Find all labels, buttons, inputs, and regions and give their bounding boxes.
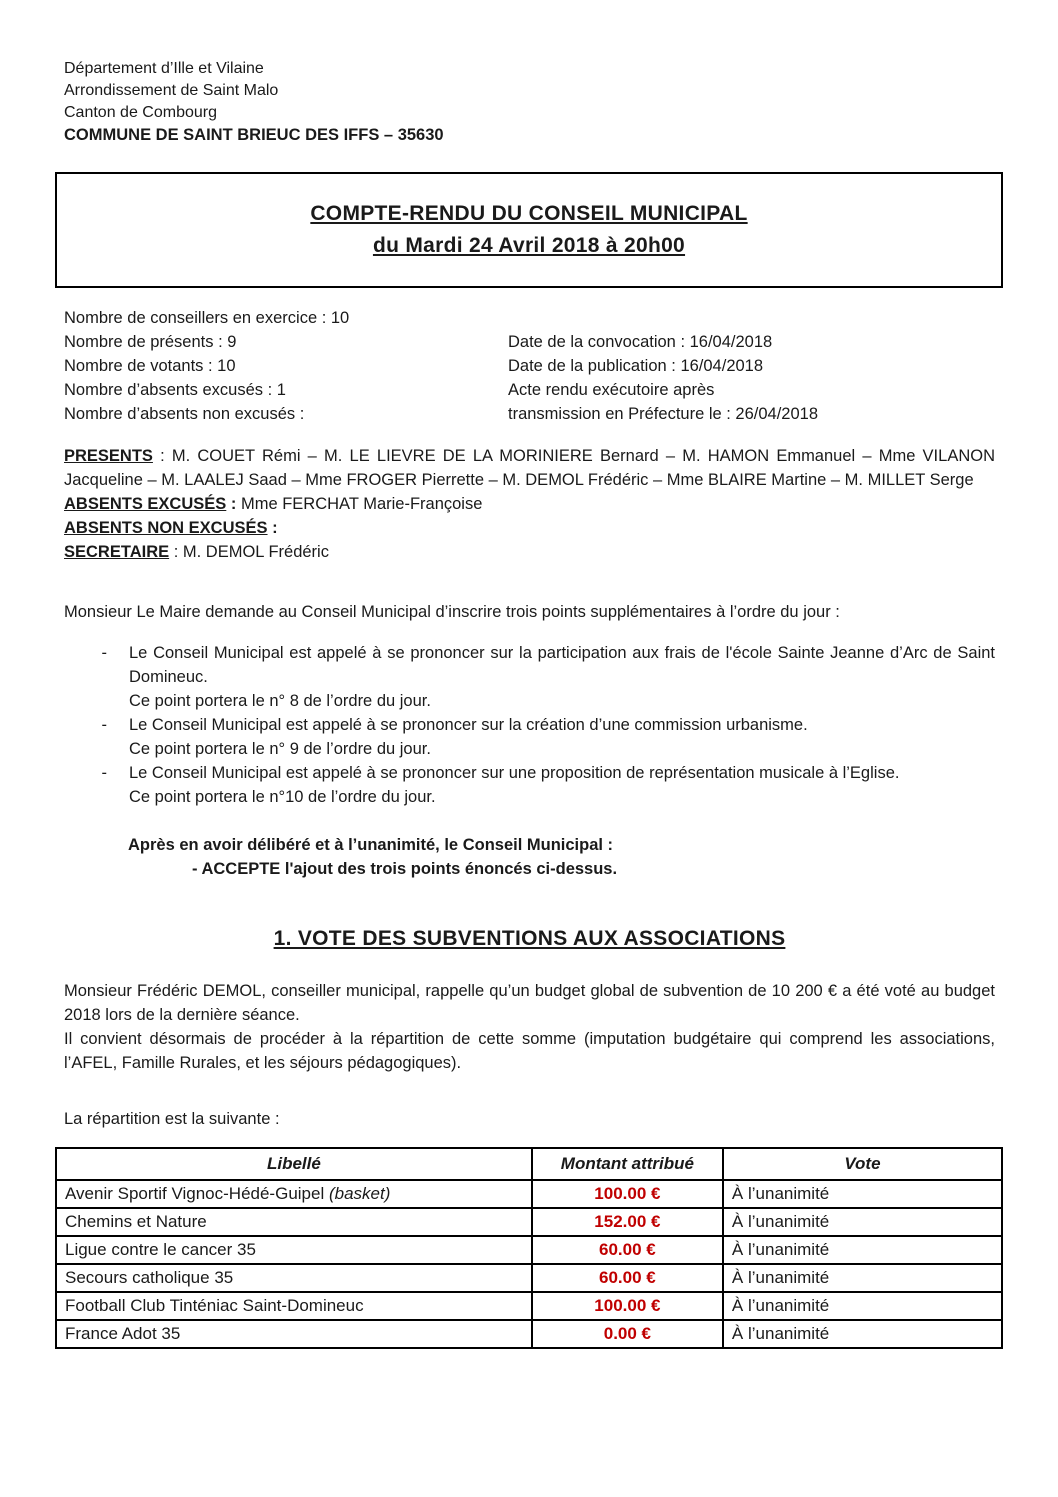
cell-vote: À l’unanimité bbox=[723, 1180, 1002, 1208]
attendance-secretaire bbox=[64, 540, 995, 564]
cell-montant: 60.00 € bbox=[532, 1236, 723, 1264]
meeting-info bbox=[64, 306, 995, 426]
secretaire-separator: : bbox=[169, 543, 183, 561]
letterhead bbox=[64, 58, 995, 146]
cell-montant: 152.00 € bbox=[532, 1208, 723, 1236]
decision-accepte: - ACCEPTE l'ajout des trois points énoncés ci-dessus. bbox=[192, 859, 618, 878]
table-row bbox=[56, 1320, 1002, 1348]
agenda-item-2-note: Ce point portera le n° 9 de l’ordre du jour. bbox=[129, 739, 431, 758]
letterhead-line-arrondissement: Arrondissement de Saint Malo bbox=[64, 82, 279, 99]
header-cell-montant: Montant attribué bbox=[532, 1148, 723, 1180]
info-presents: Nombre de présents : 9 bbox=[64, 333, 237, 351]
section-1-paragraph-2: Il convient désormais de procéder à la répartition de cette somme (imputation budgétaire qui comprend les associations, l’AFEL, Famille Rurales, et les séjours pédagogiques). bbox=[64, 1029, 995, 1072]
cell-libelle: Chemins et Nature bbox=[56, 1208, 532, 1236]
cell-montant: 100.00 € bbox=[532, 1180, 723, 1208]
decision-block bbox=[64, 833, 995, 881]
attendance-absents-excuses bbox=[64, 492, 995, 516]
section-1-title: 1. VOTE DES SUBVENTIONS AUX ASSOCIATIONS bbox=[273, 926, 786, 950]
cell-montant: 100.00 € bbox=[532, 1292, 723, 1320]
info-conseillers: Nombre de conseillers en exercice : 10 bbox=[64, 309, 350, 327]
absents-excuses-names: Mme FERCHAT Marie-Françoise bbox=[240, 495, 483, 513]
dash-marker: - bbox=[101, 715, 107, 734]
cell-vote: À l’unanimité bbox=[723, 1208, 1002, 1236]
agenda-item-1 bbox=[64, 641, 995, 713]
info-transmission-prefecture: transmission en Préfecture le : 26/04/2018 bbox=[508, 405, 819, 423]
absents-excuses-separator: : bbox=[226, 495, 241, 513]
agenda-item-3-note: Ce point portera le n°10 de l’ordre du jour. bbox=[129, 787, 436, 806]
header-cell-libelle: Libellé bbox=[56, 1148, 532, 1180]
absents-non-excuses-separator: : bbox=[267, 519, 278, 537]
info-date-convocation: Date de la convocation : 16/04/2018 bbox=[508, 333, 773, 351]
document-title: COMPTE-RENDU DU CONSEIL MUNICIPAL bbox=[310, 202, 748, 225]
info-date-publication: Date de la publication : 16/04/2018 bbox=[508, 357, 764, 375]
meeting-info-counts bbox=[64, 306, 508, 426]
cell-libelle: Football Club Tinténiac Saint-Domineuc bbox=[56, 1292, 532, 1320]
repartition-intro: La répartition est la suivante : bbox=[64, 1109, 280, 1128]
info-votants: Nombre de votants : 10 bbox=[64, 357, 236, 375]
intro-paragraph: Monsieur Le Maire demande au Conseil Municipal d’inscrire trois points supplémentaires à l’ordre du jour : bbox=[64, 603, 840, 621]
absents-non-excuses-label: ABSENTS NON EXCUSÉS bbox=[64, 519, 268, 537]
decision-preamble: Après en avoir délibéré et à l’unanimité, le Conseil Municipal : bbox=[128, 835, 614, 854]
cell-vote: À l’unanimité bbox=[723, 1264, 1002, 1292]
agenda-list bbox=[64, 641, 995, 809]
cell-vote: À l’unanimité bbox=[723, 1292, 1002, 1320]
cell-vote: À l’unanimité bbox=[723, 1320, 1002, 1348]
secretaire-label: SECRETAIRE bbox=[64, 543, 170, 561]
secretaire-name: M. DEMOL Frédéric bbox=[182, 543, 329, 561]
section-1-paragraph-1: Monsieur Frédéric DEMOL, conseiller municipal, rappelle qu’un budget global de subvention de 10 200 € a été voté au budget 2018 lors de la dernière séance. bbox=[64, 981, 995, 1024]
info-absents-excuses: Nombre d’absents excusés : 1 bbox=[64, 381, 286, 399]
agenda-item-1-note: Ce point portera le n° 8 de l’ordre du jour. bbox=[129, 691, 431, 710]
table-header-row bbox=[56, 1148, 1002, 1180]
attendance-section bbox=[64, 444, 995, 564]
cell-montant: 0.00 € bbox=[532, 1320, 723, 1348]
cell-libelle: Avenir Sportif Vignoc-Hédé-Guipel (basket) bbox=[56, 1180, 532, 1208]
cell-vote: À l’unanimité bbox=[723, 1236, 1002, 1264]
agenda-item-3-text: Le Conseil Municipal est appelé à se prononcer sur une proposition de représentation musicale à l’Eglise. bbox=[129, 763, 900, 782]
letterhead-commune: COMMUNE DE SAINT BRIEUC DES IFFS – 35630 bbox=[64, 126, 444, 144]
table-row bbox=[56, 1236, 1002, 1264]
agenda-item-2 bbox=[64, 713, 995, 761]
cell-montant: 60.00 € bbox=[532, 1264, 723, 1292]
subventions-table bbox=[55, 1147, 1003, 1349]
title-box bbox=[55, 172, 1003, 288]
header-cell-vote: Vote bbox=[723, 1148, 1002, 1180]
agenda-item-1-text: Le Conseil Municipal est appelé à se prononcer sur la participation aux frais de l'école Sainte Jeanne d’Arc de Saint Domineuc. bbox=[129, 643, 995, 686]
cell-libelle: France Adot 35 bbox=[56, 1320, 532, 1348]
letterhead-line-canton: Canton de Combourg bbox=[64, 104, 217, 121]
cell-libelle: Ligue contre le cancer 35 bbox=[56, 1236, 532, 1264]
meeting-info-dates bbox=[508, 306, 818, 426]
agenda-item-2-text: Le Conseil Municipal est appelé à se prononcer sur la création d’une commission urbanisme. bbox=[129, 715, 808, 734]
info-acte-executoire: Acte rendu exécutoire après bbox=[508, 381, 715, 399]
letterhead-line-departement: Département d’Ille et Vilaine bbox=[64, 60, 264, 77]
table-row bbox=[56, 1264, 1002, 1292]
table-row bbox=[56, 1208, 1002, 1236]
attendance-presents bbox=[64, 444, 995, 492]
table-row bbox=[56, 1180, 1002, 1208]
attendance-absents-non-excuses bbox=[64, 516, 995, 540]
libelle-italic-suffix: (basket) bbox=[328, 1183, 391, 1203]
info-absents-non-excuses: Nombre d’absents non excusés : bbox=[64, 405, 305, 423]
table-row bbox=[56, 1292, 1002, 1320]
presents-label: PRESENTS bbox=[64, 447, 153, 465]
agenda-item-3 bbox=[64, 761, 995, 809]
presents-separator: : bbox=[152, 447, 172, 465]
absents-excuses-label: ABSENTS EXCUSÉS bbox=[64, 495, 227, 513]
cell-libelle: Secours catholique 35 bbox=[56, 1264, 532, 1292]
dash-marker: - bbox=[101, 643, 107, 662]
document-subtitle-date: du Mardi 24 Avril 2018 à 20h00 bbox=[372, 234, 686, 257]
presents-names: M. COUET Rémi – M. LE LIEVRE DE LA MORINIERE Bernard – M. HAMON Emmanuel – Mme VILANON Jacqueline – M. LAALEJ Saad – Mme FROGER Pierrette – M. DEMOL Frédéric – Mme BLAIRE Martine – M. MILLET Serge bbox=[64, 447, 995, 489]
dash-marker: - bbox=[101, 763, 107, 782]
